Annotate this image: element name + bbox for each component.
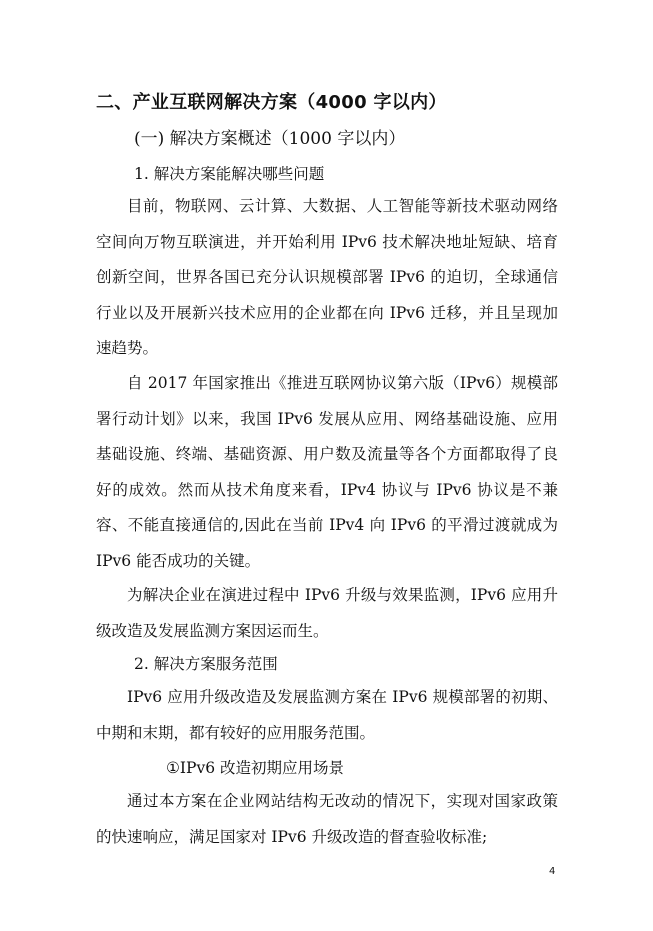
item1-heading: 1. 解决方案能解决哪些问题 [134, 165, 325, 183]
item2-heading: 2. 解决方案服务范围 [134, 655, 278, 673]
item2-subitem: ①IPv6 改造初期应用场景 [166, 759, 344, 777]
section-heading: 二、产业互联网解决方案（4000 字以内） [96, 92, 447, 113]
item2-subparagraph: 通过本方案在企业网站结构无改动的情况下，实现对国家政策的快速响应，满足国家对 IPv6 升级改造的督查验收标准; [96, 792, 558, 846]
item1-paragraph-2: 自 2017 年国家推出《推进互联网协议第六版（IPv6）规模部署行动计划》以来，我国 IPv6 发展从应用、网络基础设施、应用基础设施、终端、基础资源、用户数及流量等各个方面都取得了良好的成效。然而从技术角度来看，IPv4 协议与 IPv6 协议是不兼容、不能直接通信的,因此在当前 IPv4 向 IPv6 的平滑过渡就成为 IPv6 能否成功的关键。 [96, 374, 558, 570]
page-number: 4 [549, 866, 556, 877]
item1-paragraph-1: 目前，物联网、云计算、大数据、人工智能等新技术驱动网络空间向万物互联演进，并开始利用 IPv6 技术解决地址短缺、培育创新空间，世界各国已充分认识规模部署 IPv6 的迫切，全球通信行业以及开展新兴技术应用的企业都在向 IPv6 迁移，并且呈现加速趋势。 [96, 197, 558, 357]
item2-paragraph: IPv6 应用升级改造及发展监测方案在 IPv6 规模部署的初期、中期和末期，都有较好的应用服务范围。 [96, 688, 558, 742]
item1-paragraph-3: 为解决企业在演进过程中 IPv6 升级与效果监测，IPv6 应用升级改造及发展监测方案因运而生。 [96, 586, 558, 640]
subsection-heading: (一) 解决方案概述（1000 字以内） [134, 129, 406, 149]
